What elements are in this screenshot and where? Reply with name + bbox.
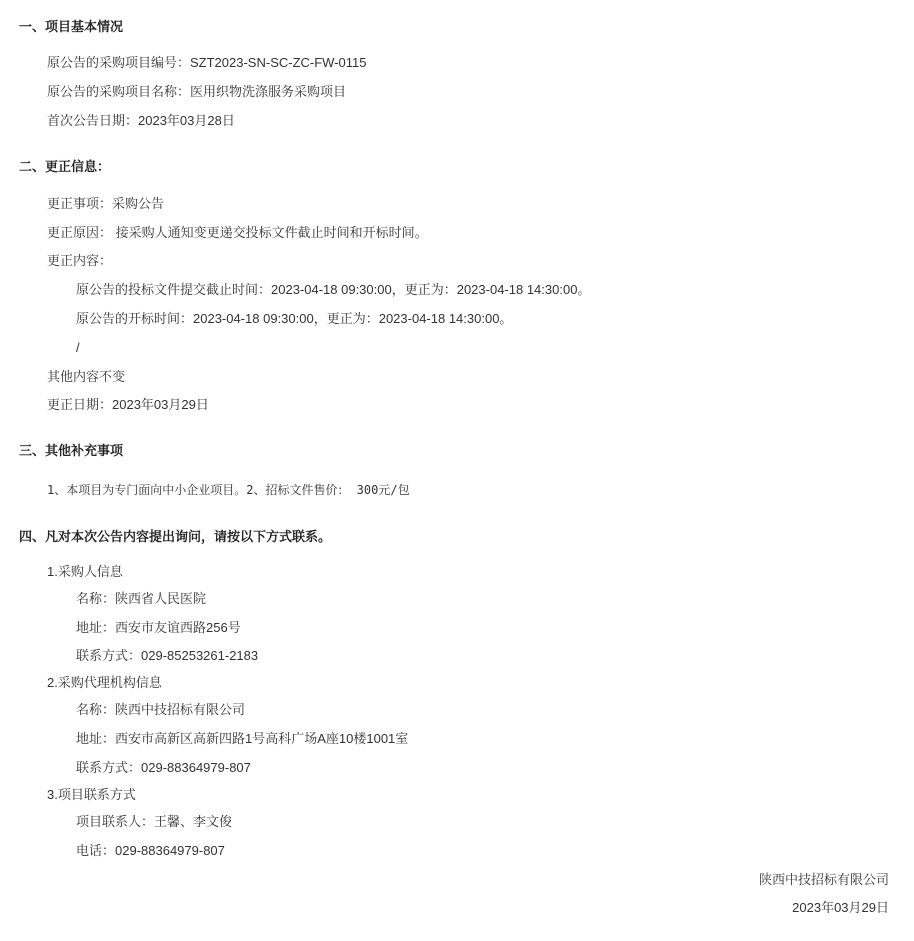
project-number: 原公告的采购项目编号：SZT2023-SN-SC-ZC-FW-0115: [47, 55, 367, 70]
correction-content-3: /: [76, 340, 80, 355]
agency-address: 地址：西安市高新区高新四路1号高科广场A座10楼1001室: [76, 731, 409, 746]
project-contact-person: 项目联系人：王馨、李文俊: [76, 814, 233, 829]
first-announcement-date: 首次公告日期：2023年03月28日: [47, 113, 235, 128]
section1-heading: 一、项目基本情况: [19, 19, 124, 34]
purchaser-address: 地址：西安市友谊西路256号: [76, 620, 241, 635]
project-name: 原公告的采购项目名称：医用织物洗涤服务采购项目: [47, 84, 347, 99]
purchaser-title: 1.采购人信息: [47, 564, 123, 579]
correction-reason: 更正原因： 接采购人通知变更递交投标文件截止时间和开标时间。: [47, 225, 428, 240]
agency-contact: 联系方式：029-88364979-807: [76, 760, 251, 775]
project-contact-title: 3.项目联系方式: [47, 787, 136, 802]
other-content-unchanged: 其他内容不变: [47, 369, 126, 384]
correction-item: 更正事项：采购公告: [47, 196, 165, 211]
supplementary-text: 1、本项目为专门面向中小企业项目。2、招标文件售价： 300元/包: [47, 483, 410, 497]
section4-heading: 四、凡对本次公告内容提出询问，请按以下方式联系。: [19, 529, 332, 544]
purchaser-name: 名称：陕西省人民医院: [76, 591, 207, 606]
correction-content-label: 更正内容：: [47, 253, 113, 268]
section3-heading: 三、其他补充事项: [19, 443, 124, 458]
project-phone: 电话：029-88364979-807: [76, 843, 225, 858]
section2-heading: 二、更正信息：: [19, 159, 111, 174]
correction-content-1: 原公告的投标文件提交截止时间：2023-04-18 09:30:00，更正为：2023-04-18 14:30:00。: [76, 282, 591, 297]
purchaser-contact: 联系方式：029-85253261-2183: [76, 648, 259, 663]
correction-date: 更正日期：2023年03月29日: [47, 397, 209, 412]
agency-title: 2.采购代理机构信息: [47, 675, 162, 690]
correction-content-2: 原公告的开标时间：2023-04-18 09:30:00，更正为：2023-04-18 14:30:00。: [76, 311, 513, 326]
footer-date: 2023年03月29日: [792, 900, 889, 915]
agency-name: 名称：陕西中技招标有限公司: [76, 702, 246, 717]
footer-company: 陕西中技招标有限公司: [758, 872, 889, 887]
